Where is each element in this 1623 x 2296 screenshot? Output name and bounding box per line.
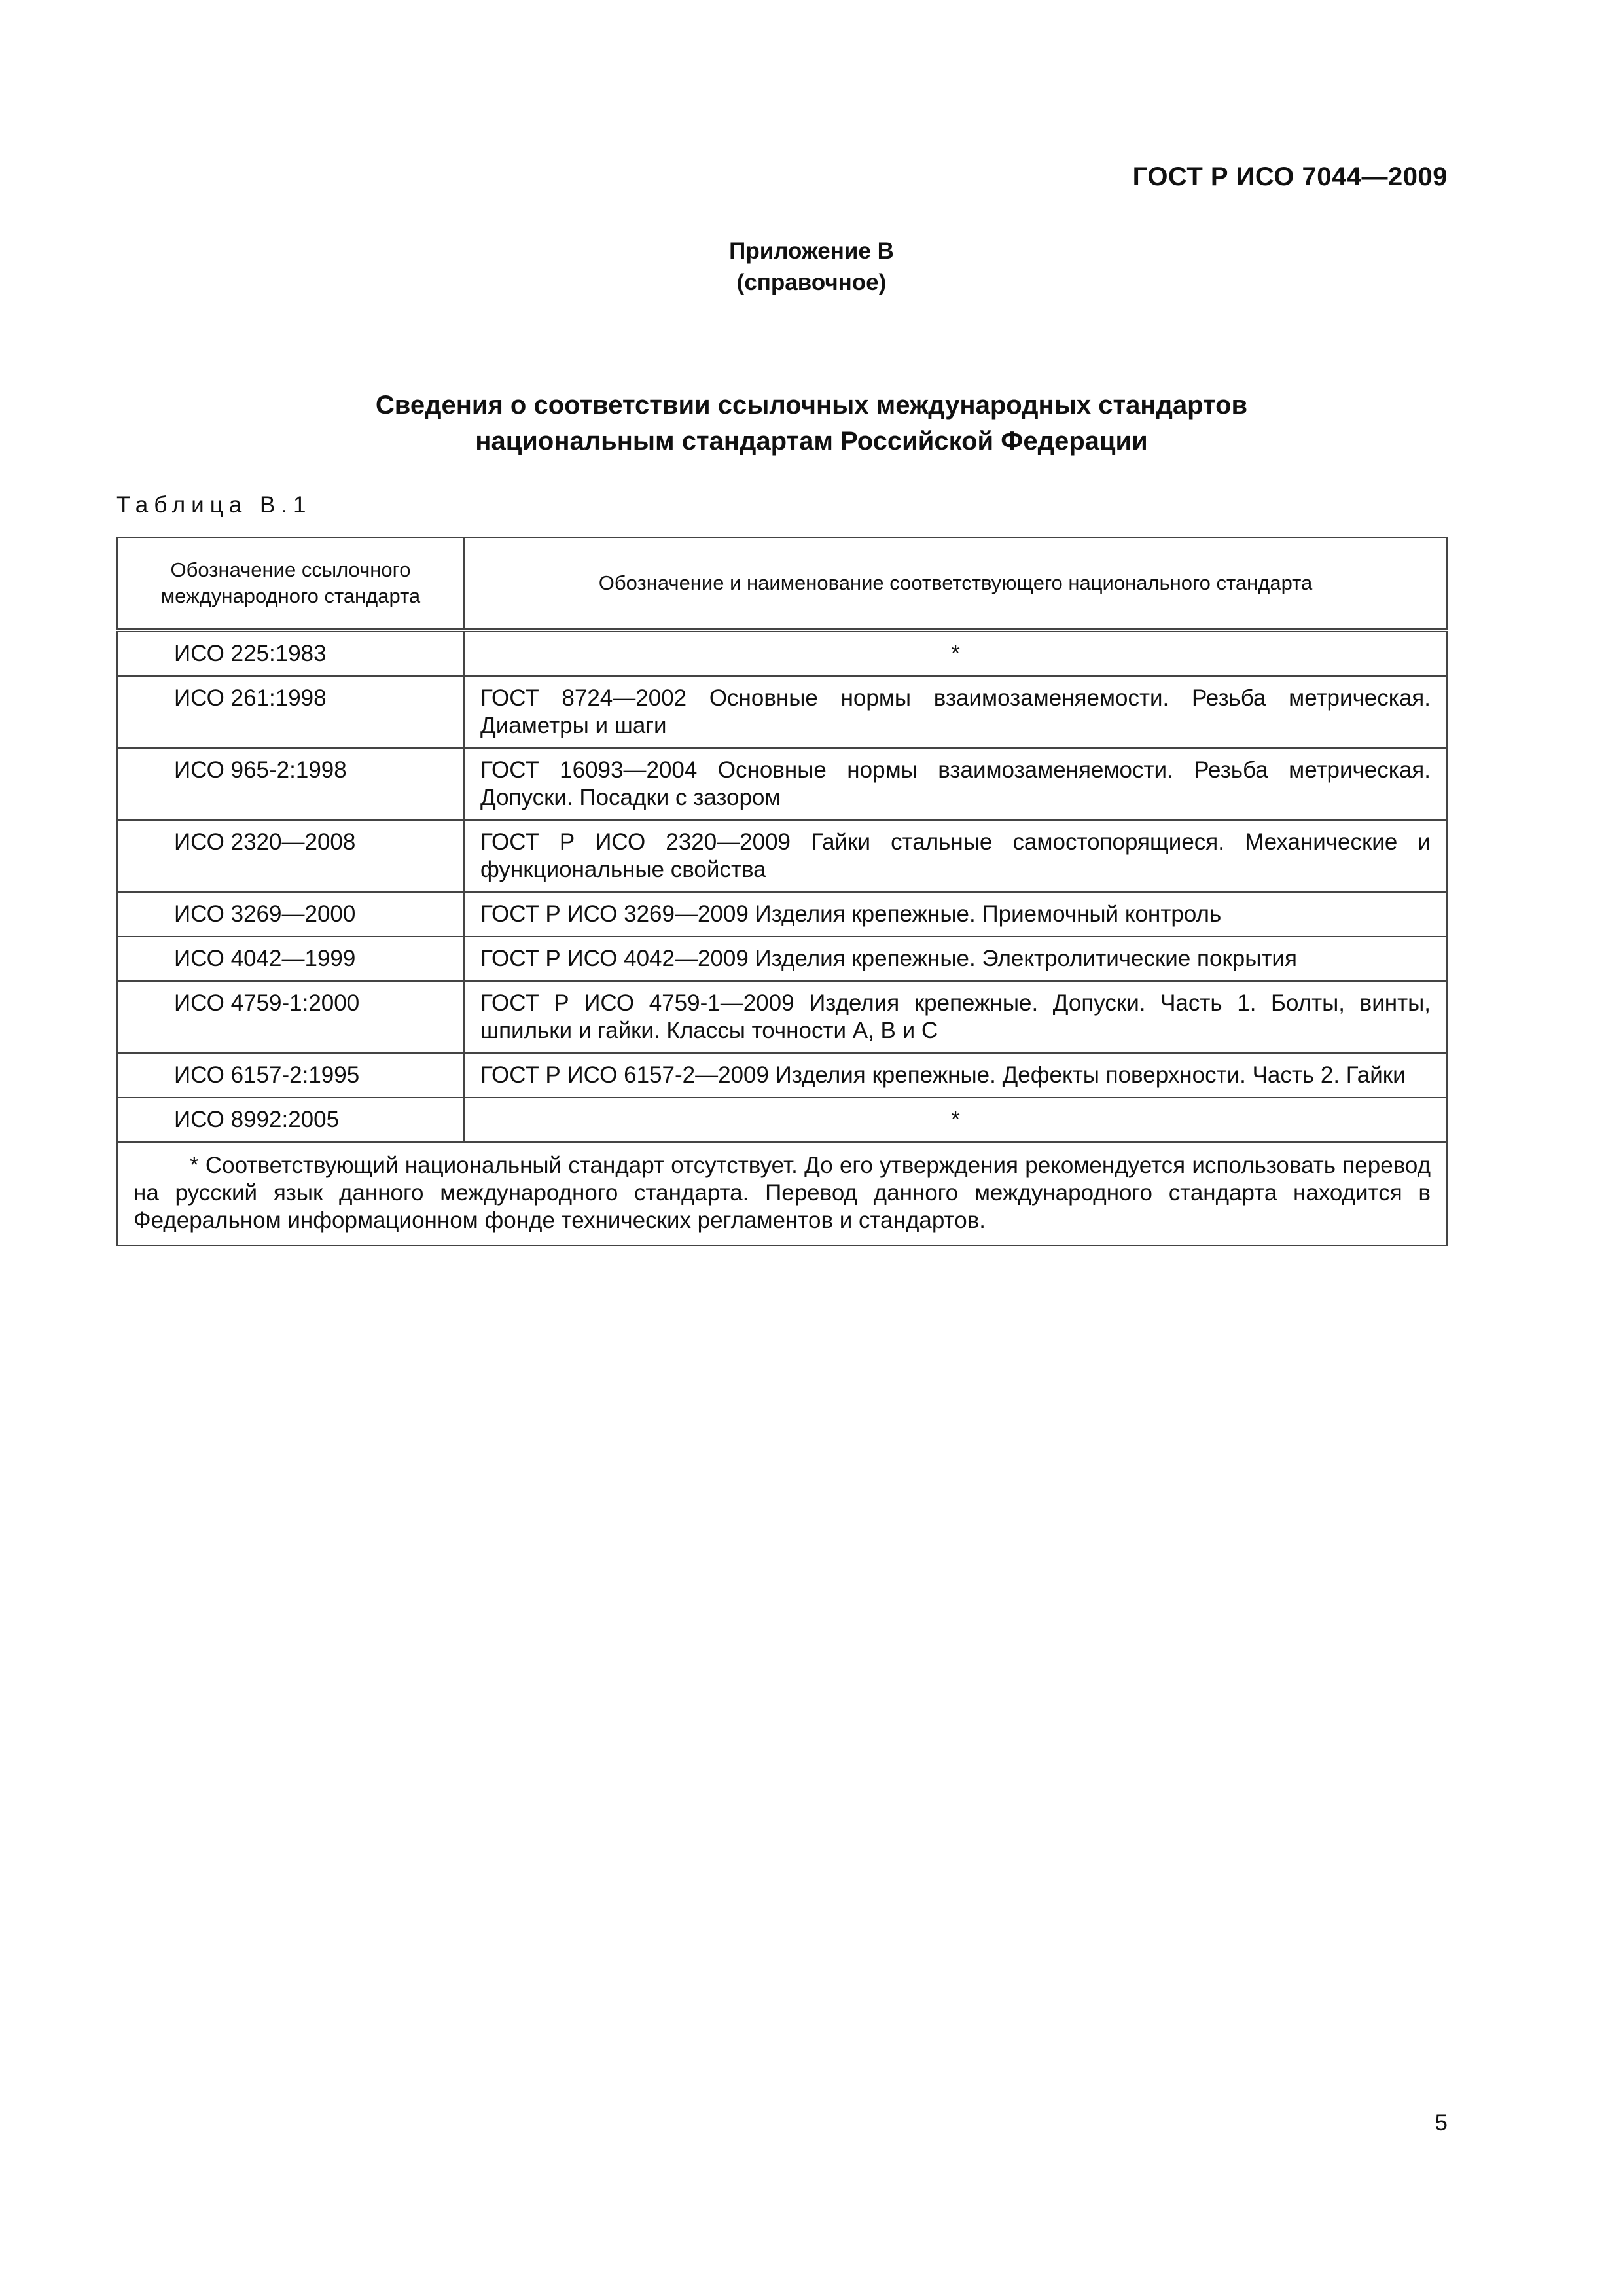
annex-title-line1: Сведения о соответствии ссылочных международных стандартов (375, 391, 1248, 420)
table-header-row (117, 537, 1447, 630)
iso-standard-cell: ИСО 8992:2005 (117, 1098, 464, 1142)
annex-type: (справочное) (736, 270, 887, 295)
national-standard-cell: * (464, 630, 1447, 676)
column-header-iso: Обозначение ссылочного международного стандарта (117, 537, 464, 630)
annex-label: Приложение В (729, 238, 894, 264)
national-standard-cell: ГОСТ Р ИСО 3269—2009 Изделия крепежные. Приемочный контроль (464, 892, 1447, 937)
annex-title-line2: национальным стандартам Российской Федерации (475, 427, 1148, 456)
page-number: 5 (1435, 2110, 1448, 2136)
national-standard-cell: ГОСТ Р ИСО 4759-1—2009 Изделия крепежные. Допуски. Часть 1. Болты, винты, шпильки и гайки. Классы точности А, В и С (464, 981, 1447, 1053)
national-standard-cell: ГОСТ 16093—2004 Основные нормы взаимозаменяемости. Резьба метрическая. Допуски. Посадки с зазором (464, 748, 1447, 820)
table-footnote-row (117, 1142, 1447, 1246)
table-row (117, 892, 1447, 937)
national-standard-cell: * (464, 1098, 1447, 1142)
table-row (117, 937, 1447, 981)
document-code: ГОСТ Р ИСО 7044—2009 (1132, 162, 1448, 191)
iso-standard-cell: ИСО 6157-2:1995 (117, 1053, 464, 1098)
annex-heading (0, 236, 1623, 298)
iso-standard-cell: ИСО 4042—1999 (117, 937, 464, 981)
national-standard-cell: ГОСТ 8724—2002 Основные нормы взаимозаменяемости. Резьба метрическая. Диаметры и шаги (464, 676, 1447, 748)
column-header-national: Обозначение и наименование соответствующего национального стандарта (464, 537, 1447, 630)
table-row (117, 676, 1447, 748)
iso-standard-cell: ИСО 965-2:1998 (117, 748, 464, 820)
table-row (117, 1053, 1447, 1098)
table-row (117, 1098, 1447, 1142)
table-row (117, 748, 1447, 820)
iso-standard-cell: ИСО 3269—2000 (117, 892, 464, 937)
national-standard-cell: ГОСТ Р ИСО 4042—2009 Изделия крепежные. Электролитические покрытия (464, 937, 1447, 981)
table-row (117, 630, 1447, 676)
iso-standard-cell: ИСО 2320—2008 (117, 820, 464, 892)
table-row (117, 820, 1447, 892)
national-standard-cell: ГОСТ Р ИСО 6157-2—2009 Изделия крепежные. Дефекты поверхности. Часть 2. Гайки (464, 1053, 1447, 1098)
iso-standard-cell: ИСО 225:1983 (117, 630, 464, 676)
table-footnote: * Соответствующий национальный стандарт отсутствует. До его утверждения рекомендуется использовать перевод на русский язык данного международного стандарта. Перевод данного международного стандарта находится в Федеральном информационном фонде технических регламентов и стандартов. (117, 1142, 1447, 1246)
iso-standard-cell: ИСО 4759-1:2000 (117, 981, 464, 1053)
standards-table (116, 537, 1448, 1246)
iso-standard-cell: ИСО 261:1998 (117, 676, 464, 748)
annex-title (0, 387, 1623, 459)
table-row (117, 981, 1447, 1053)
national-standard-cell: ГОСТ Р ИСО 2320—2009 Гайки стальные самостопорящиеся. Механические и функциональные свойства (464, 820, 1447, 892)
table-caption: Таблица В.1 (116, 492, 312, 518)
